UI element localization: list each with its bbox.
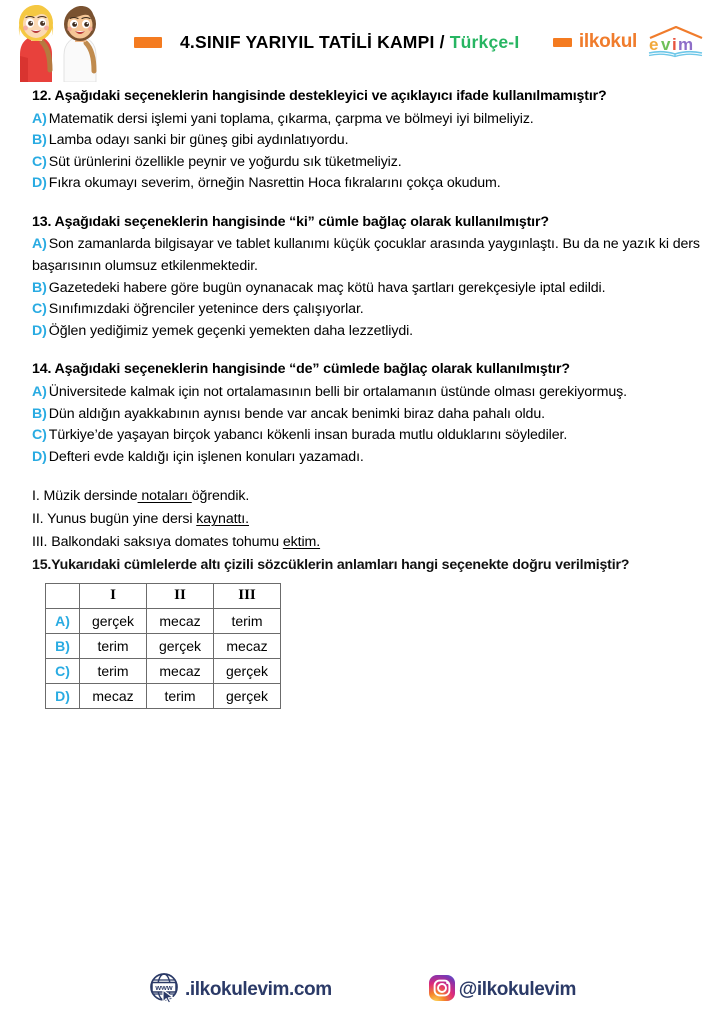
website-url: .ilkokulevim.com <box>185 979 332 1000</box>
table-row[interactable] <box>46 658 281 683</box>
table-header-cell: I <box>80 583 147 608</box>
question-stem: 13. Aşağıdaki seçeneklerin hangisinde “ki” cümle bağlaç olarak kullanılmıştır? <box>32 213 549 230</box>
option-letter: D) <box>32 175 47 192</box>
option-letter: D) <box>32 322 47 339</box>
table-row-label: D) <box>46 683 80 708</box>
page-title-subject: Türkçe-I <box>449 31 520 52</box>
roman-text-before: Balkondaki saksıya domates tohumu <box>47 534 283 551</box>
two-students-illustration <box>6 2 114 82</box>
svg-text:m: m <box>678 35 694 54</box>
table-cell: terim <box>80 658 147 683</box>
option-row[interactable] <box>32 109 700 131</box>
option-letter: D) <box>32 448 47 465</box>
table-cell: mecaz <box>147 608 214 633</box>
option-row[interactable] <box>32 404 700 426</box>
option-row[interactable] <box>32 278 700 300</box>
table-cell: mecaz <box>80 683 147 708</box>
svg-text:v: v <box>661 35 671 54</box>
worksheet-content <box>32 86 700 709</box>
roman-sentence <box>32 508 700 531</box>
question-stem: 14. Aşağıdaki seçeneklerin hangisinde “de” cümlede bağlaç olarak kullanılmıştır? <box>32 361 570 378</box>
option-row[interactable] <box>32 152 700 174</box>
svg-text:www: www <box>155 982 173 992</box>
question-stem: 12. Aşağıdaki seçeneklerin hangisinde destekleyici ve açıklayıcı ifade kullanılmamıştır? <box>32 88 607 104</box>
roman-number: III. <box>32 534 48 551</box>
option-row[interactable] <box>32 425 700 447</box>
option-text: Öğlen yediğimiz yemek geçenki yemekten daha lezzetliydi. <box>48 322 414 339</box>
table-cell: terim <box>80 633 147 658</box>
option-text: Defteri evde kaldığı için işlenen konuları yazamadı. <box>48 448 364 465</box>
option-text: Fıkra okumayı severim, örneğin Nasrettin Hoca fıkralarını çokça okudum. <box>48 175 501 192</box>
page-title <box>180 32 519 53</box>
option-row[interactable] <box>32 447 700 469</box>
table-header-cell: III <box>214 583 281 608</box>
table-cell: gerçek <box>214 683 281 708</box>
table-cell: mecaz <box>147 658 214 683</box>
table-row-label: B) <box>46 633 80 658</box>
option-row[interactable] <box>32 130 700 152</box>
option-letter: B) <box>32 132 47 149</box>
table-cell: terim <box>214 608 281 633</box>
option-row[interactable] <box>32 321 700 343</box>
option-letter: C) <box>32 301 47 318</box>
question-stem: 15.Yukarıdaki cümlelerde altı çizili sözcüklerin anlamları hangi seçenekte doğru verilmiştir? <box>32 557 630 574</box>
brand-dash-icon <box>553 38 572 47</box>
svg-text:e: e <box>649 35 659 54</box>
roman-number: II. <box>32 511 44 528</box>
globe-www-icon <box>148 971 182 1010</box>
roman-sentence <box>32 531 700 554</box>
question-block-13 <box>32 212 700 342</box>
table-row[interactable] <box>46 633 281 658</box>
roman-text-after: öğrendik. <box>191 488 250 505</box>
table-header-row <box>46 583 281 608</box>
table-row[interactable] <box>46 608 281 633</box>
roman-sentence <box>32 485 700 508</box>
option-text: Lamba odayı sanki bir güneş gibi aydınlatıyordu. <box>48 132 349 149</box>
answer-table-wrapper <box>45 583 700 709</box>
option-text: Süt ürünlerini özellikle peynir ve yoğurdu sık tüketmeliyiz. <box>48 153 402 170</box>
option-text: Sınıfımızdaki öğrenciler yetenince ders çalışıyorlar. <box>48 301 364 318</box>
orange-dash-icon <box>134 37 162 48</box>
brand-name-evim <box>644 26 708 58</box>
page-footer <box>0 964 724 1016</box>
instagram-link[interactable] <box>428 974 576 1007</box>
table-cell: terim <box>147 683 214 708</box>
option-text: Türkiye’de yaşayan birçok yabancı kökenli insan burada mutlu olduklarını söylediler. <box>48 427 568 444</box>
option-text: Dün aldığın ayakkabının aynısı bende var ancak benimki biraz daha pahalı oldu. <box>48 405 545 422</box>
option-row[interactable] <box>32 234 700 277</box>
instagram-handle: @ilkokulevim <box>458 979 576 1000</box>
option-letter: B) <box>32 279 47 296</box>
roman-number: I. <box>32 488 40 505</box>
option-letter: B) <box>32 405 47 422</box>
roman-text-before: Müzik dersinde <box>39 488 138 505</box>
roman-numeral-sentences <box>32 485 700 554</box>
website-link[interactable] <box>148 971 332 1010</box>
table-row-label: C) <box>46 658 80 683</box>
brand-name-ilkokul: ilkokul <box>578 31 637 52</box>
option-row[interactable] <box>32 299 700 321</box>
table-cell: gerçek <box>80 608 147 633</box>
page-title-main: 4.SINIF YARIYIL TATİLİ KAMPI / <box>180 31 445 52</box>
option-row[interactable] <box>32 382 700 404</box>
roman-underlined-word: kaynattı. <box>196 511 249 528</box>
table-row-label: A) <box>46 608 80 633</box>
option-letter: A) <box>32 383 47 400</box>
page-header <box>0 0 724 84</box>
question-block-14 <box>32 359 700 468</box>
table-cell: gerçek <box>214 658 281 683</box>
table-row[interactable] <box>46 683 281 708</box>
table-header-cell-blank <box>46 583 80 608</box>
brand-logo <box>553 26 708 58</box>
svg-text:i: i <box>672 35 677 54</box>
option-letter: C) <box>32 153 47 170</box>
option-letter: A) <box>32 110 47 127</box>
question-block-15 <box>32 555 700 708</box>
option-text: Gazetedeki habere göre bugün oynanacak maç kötü hava şartları gerekçesiyle iptal edildi. <box>48 279 606 296</box>
option-text: Üniversitede kalmak için not ortalamasının belli bir ortalamanın üstünde olması gerekiyormuş. <box>48 383 627 400</box>
roman-text-before: Yunus bugün yine dersi <box>43 511 197 528</box>
option-text: Son zamanlarda bilgisayar ve tablet kullanımı küçük çocuklar arasında yaygınlaştı. Bu da ne yazık ki ders başarısının olumsuz etkilenmektedir. <box>32 236 700 275</box>
table-cell: mecaz <box>214 633 281 658</box>
roman-underlined-word: notaları <box>137 488 192 505</box>
option-row[interactable] <box>32 173 700 195</box>
option-text: Matematik dersi işlemi yani toplama, çıkarma, çarpma ve bölmeyi iyi bilmeliyiz. <box>48 110 534 127</box>
option-letter: C) <box>32 427 47 444</box>
roman-underlined-word: ektim. <box>282 534 321 551</box>
table-header-cell: II <box>147 583 214 608</box>
question-block-12 <box>32 86 700 195</box>
option-letter: A) <box>32 236 47 253</box>
instagram-icon <box>428 974 456 1007</box>
table-cell: gerçek <box>147 633 214 658</box>
answer-table <box>45 583 281 709</box>
